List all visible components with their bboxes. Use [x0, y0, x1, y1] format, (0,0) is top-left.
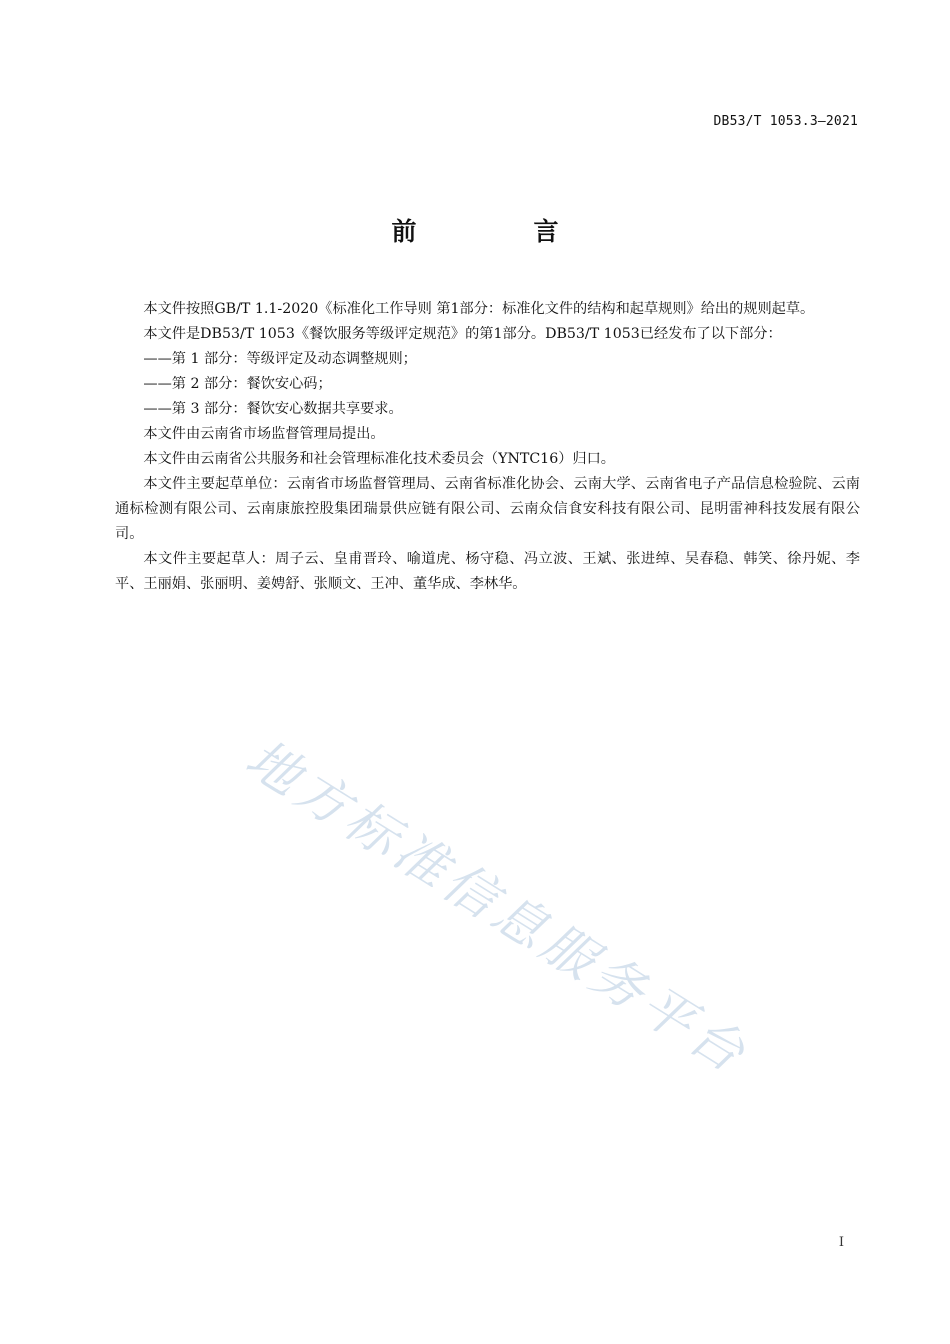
page-number: I: [838, 1235, 844, 1250]
paragraph-committee: 本文件由云南省公共服务和社会管理标准化技术委员会（YNTC16）归口。: [143, 451, 615, 467]
document-code-header: DB53/T 1053.3—2021: [713, 114, 858, 129]
list-item-part-3: ——第 3 部分：餐饮安心数据共享要求。: [143, 401, 403, 417]
paragraph-drafting-rules: 本文件按照GB/T 1.1-2020《标准化工作导则 第1部分：标准化文件的结构和起草规则》给出的规则起草。: [143, 301, 815, 317]
watermark-text: 地方标准信息服务平台: [235, 728, 759, 1087]
paragraph-drafters: 本文件主要起草人：周子云、皇甫晋玲、喻道虎、杨守稳、冯立波、王斌、张进绰、吴春稳、韩笑、徐丹妮、李平、王丽娟、张丽明、姜娉舒、张顺文、王冲、董华成、李林华。: [115, 551, 860, 592]
list-item-part-1: ——第 1 部分：等级评定及动态调整规则；: [143, 351, 417, 367]
foreword-body: [115, 297, 860, 597]
paragraph-drafting-units: 本文件主要起草单位：云南省市场监督管理局、云南省标准化协会、云南大学、云南省电子产品信息检验院、云南通标检测有限公司、云南康旅控股集团瑞景供应链有限公司、云南众信食安科技有限公司、昆明雷神科技发展有限公司。: [115, 476, 860, 542]
paragraph-proposer: 本文件由云南省市场监督管理局提出。: [143, 426, 385, 442]
page-title: 前 言: [391, 217, 605, 246]
paragraph-part-intro: 本文件是DB53/T 1053《餐饮服务等级评定规范》的第1部分。DB53/T 1053已经发布了以下部分：: [143, 326, 782, 342]
list-item-part-2: ——第 2 部分：餐饮安心码；: [143, 376, 332, 392]
